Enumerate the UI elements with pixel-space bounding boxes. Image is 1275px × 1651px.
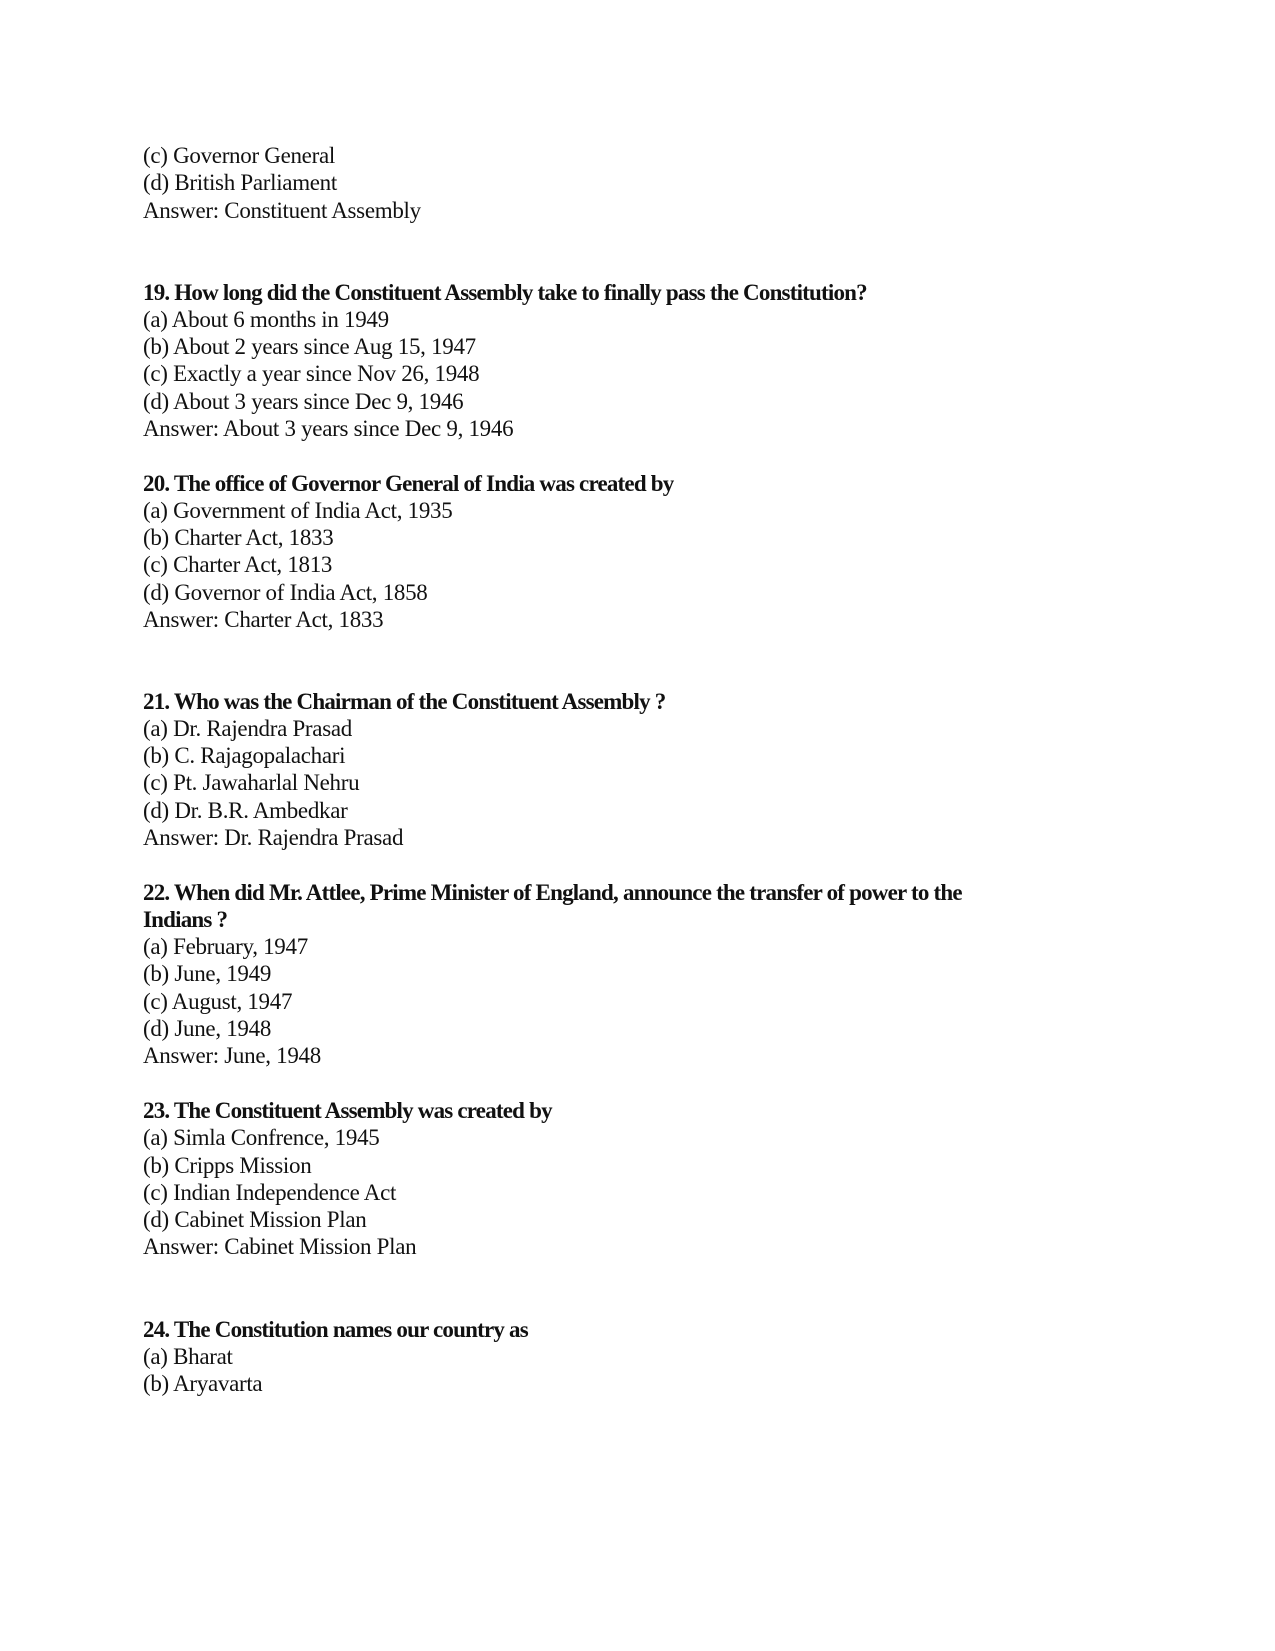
option: (d) June, 1948	[143, 1016, 272, 1041]
option: (c) Indian Independence Act	[143, 1180, 397, 1205]
option: (d) Cabinet Mission Plan	[143, 1207, 367, 1232]
question-22-continued: Indians ?	[143, 907, 228, 932]
option: (a) Simla Confrence, 1945	[143, 1125, 380, 1150]
answer: Answer: About 3 years since Dec 9, 1946	[143, 416, 514, 441]
option: (c) Governor General	[143, 143, 335, 168]
option: (c) Exactly a year since Nov 26, 1948	[143, 361, 480, 386]
option: (b) Cripps Mission	[143, 1153, 312, 1178]
option: (d) British Parliament	[143, 170, 337, 195]
option: (c) August, 1947	[143, 989, 293, 1014]
option: (c) Pt. Jawaharlal Nehru	[143, 770, 360, 795]
answer: Answer: Charter Act, 1833	[143, 607, 384, 632]
option: (d) About 3 years since Dec 9, 1946	[143, 389, 464, 414]
option: (b) About 2 years since Aug 15, 1947	[143, 334, 476, 359]
question-23: 23. The Constituent Assembly was created by	[143, 1098, 552, 1123]
option: (b) Charter Act, 1833	[143, 525, 334, 550]
option: (b) Aryavarta	[143, 1371, 263, 1396]
answer: Answer: Constituent Assembly	[143, 198, 421, 223]
option: (b) June, 1949	[143, 961, 272, 986]
question-22: 22. When did Mr. Attlee, Prime Minister of England, announce the transfer of power to the	[143, 880, 962, 905]
option: (a) About 6 months in 1949	[143, 307, 389, 332]
question-19: 19. How long did the Constituent Assembly take to finally pass the Constitution?	[143, 280, 867, 305]
answer: Answer: Cabinet Mission Plan	[143, 1234, 417, 1259]
question-21: 21. Who was the Chairman of the Constituent Assembly ?	[143, 689, 666, 714]
option: (d) Dr. B.R. Ambedkar	[143, 798, 348, 823]
option: (a) February, 1947	[143, 934, 308, 959]
option: (d) Governor of India Act, 1858	[143, 580, 428, 605]
option: (a) Bharat	[143, 1344, 233, 1369]
question-20: 20. The office of Governor General of India was created by	[143, 471, 674, 496]
question-24: 24. The Constitution names our country as	[143, 1317, 528, 1342]
option: (c) Charter Act, 1813	[143, 552, 333, 577]
answer: Answer: Dr. Rajendra Prasad	[143, 825, 404, 850]
option: (a) Government of India Act, 1935	[143, 498, 453, 523]
option: (b) C. Rajagopalachari	[143, 743, 346, 768]
answer: Answer: June, 1948	[143, 1043, 321, 1068]
option: (a) Dr. Rajendra Prasad	[143, 716, 352, 741]
